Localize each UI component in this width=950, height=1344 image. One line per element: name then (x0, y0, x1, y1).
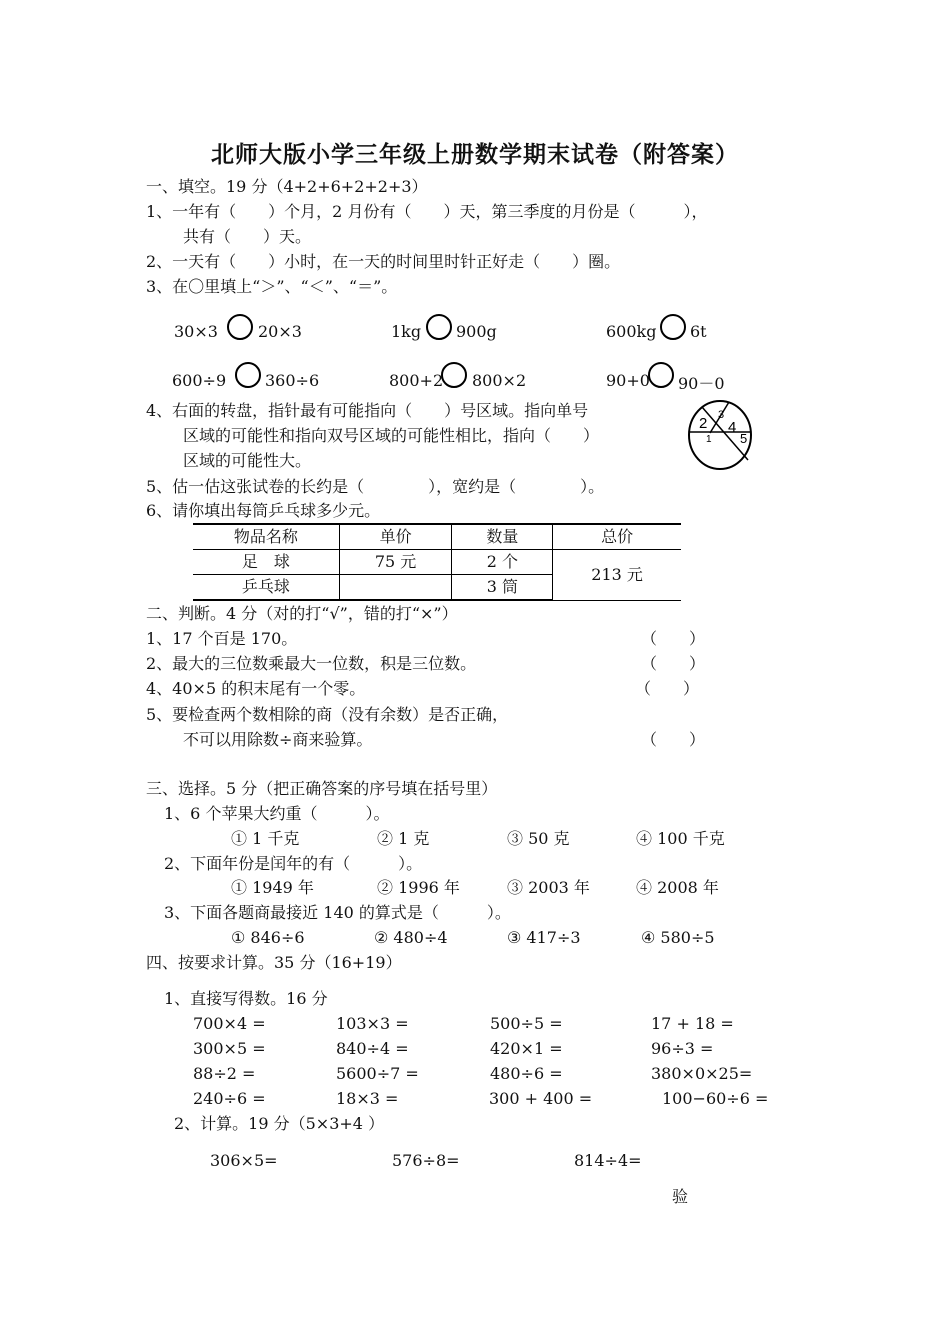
answer-paren[interactable]: （ ） (635, 679, 700, 698)
q5-line: 5、估一估这张试卷的长约是（ ），宽约是（ ）。 (146, 477, 605, 496)
compare-right: 360÷6 (265, 371, 320, 390)
table-cell: 2 个 (452, 550, 553, 575)
compare-right: 900g (456, 322, 497, 341)
answer-paren[interactable]: （ ） (641, 654, 706, 673)
table-cell: 乒乓球 (193, 575, 339, 601)
calc-subheading: 2、计算。19 分（5×3+4 ） (174, 1114, 385, 1133)
compare-right: 800×2 (472, 371, 527, 390)
page-title: 北师大版小学三年级上册数学期末试卷（附答案） (211, 141, 739, 168)
oral-calc: 88÷2 = (193, 1064, 256, 1083)
section2-heading: 二、判断。4 分（对的打“√”，错的打“×”） (146, 604, 458, 623)
choice-option: ③ 2003 年 (507, 878, 590, 897)
oral-calc: 17 + 18 = (651, 1014, 734, 1033)
compare-left: 90+0 (606, 371, 650, 390)
table-cell: 75 元 (339, 550, 452, 575)
table-header: 单价 (339, 524, 452, 550)
choice-option: ④ 580÷5 (641, 928, 715, 947)
table-header: 总价 (553, 524, 681, 550)
compare-circle[interactable] (441, 362, 467, 388)
table-header: 物品名称 (193, 524, 339, 550)
table-cell: 足 球 (193, 550, 339, 575)
price-table (193, 523, 681, 601)
spinner-label: 2 (699, 415, 708, 432)
oral-calc: 240÷6 = (193, 1089, 266, 1108)
choice-option: ④ 100 千克 (636, 829, 725, 848)
oral-calc: 18×3 = (336, 1089, 399, 1108)
oral-calc: 100−60÷6 = (662, 1089, 769, 1108)
compare-right: 6t (690, 322, 707, 341)
compare-left: 600÷9 (172, 371, 227, 390)
oral-calc: 420×1 = (490, 1039, 563, 1058)
compare-circle[interactable] (426, 314, 452, 340)
spinner-diagram (686, 398, 756, 472)
q1-line1: 1、一年有（ ）个月，2 月份有（ ）天，第三季度的月份是（ ）， (146, 202, 708, 221)
written-calc: 576÷8= (392, 1151, 460, 1170)
q4-line2: 区域的可能性和指向双号区域的可能性相比，指向（ ） (183, 426, 600, 445)
compare-left: 30×3 (174, 322, 218, 341)
table-header: 数量 (452, 524, 553, 550)
judge-item: 1、17 个百是 170。 (146, 629, 298, 648)
calc-subheading: 1、直接写得数。16 分 (164, 989, 328, 1008)
choice-question: 3、下面各题商最接近 140 的算式是（ ）。 (164, 903, 511, 922)
compare-left: 600kg (606, 322, 657, 341)
answer-paren[interactable]: （ ） (641, 629, 706, 648)
spinner-label: 4 (728, 419, 737, 436)
compare-circle[interactable] (235, 362, 261, 388)
q3-line: 3、在〇里填上“＞”、“＜”、“＝”。 (146, 277, 398, 296)
table-total-cell: 213 元 (553, 550, 681, 601)
section1-heading: 一、填空。19 分（4+2+6+2+2+3） (146, 177, 428, 196)
compare-left: 800+2 (389, 371, 444, 390)
q1-line2: 共有（ ）天。 (183, 227, 312, 246)
choice-option: ① 1949 年 (231, 878, 314, 897)
choice-option: ① 846÷6 (231, 928, 305, 947)
q2-line: 2、一天有（ ）小时，在一天的时间里时针正好走（ ）圈。 (146, 252, 621, 271)
choice-question: 1、6 个苹果大约重（ ）。 (164, 804, 390, 823)
spinner-label: 5 (740, 431, 748, 446)
oral-calc: 840÷4 = (336, 1039, 409, 1058)
oral-calc: 480÷6 = (490, 1064, 563, 1083)
section4-heading: 四、按要求计算。35 分（16+19） (146, 953, 402, 972)
oral-calc: 300×5 = (193, 1039, 266, 1058)
written-calc: 814÷4= (574, 1151, 642, 1170)
spinner-label: 3 (718, 409, 725, 421)
compare-left: 1kg (391, 322, 422, 341)
compare-right: 90－0 (678, 374, 725, 393)
choice-option: ③ 50 克 (507, 829, 570, 848)
q4-line3: 区域的可能性大。 (183, 451, 312, 470)
oral-calc: 700×4 = (193, 1014, 266, 1033)
choice-option: ② 480÷4 (374, 928, 448, 947)
choice-option: ④ 2008 年 (636, 878, 719, 897)
oral-calc: 5600÷7 = (336, 1064, 419, 1083)
choice-option: ③ 417÷3 (507, 928, 581, 947)
oral-calc: 500÷5 = (490, 1014, 563, 1033)
verify-label: 验 (672, 1187, 689, 1206)
judge-item-cont: 不可以用除数÷商来验算。 (183, 730, 373, 749)
section3-heading: 三、选择。5 分（把正确答案的序号填在括号里） (146, 779, 498, 798)
spinner-label: 1 (706, 434, 712, 445)
table-cell-blank[interactable] (339, 575, 452, 601)
table-cell: 3 筒 (452, 575, 553, 601)
judge-item: 2、最大的三位数乘最大一位数，积是三位数。 (146, 654, 477, 673)
compare-right: 20×3 (258, 322, 302, 341)
written-calc: 306×5= (210, 1151, 278, 1170)
compare-circle[interactable] (648, 362, 674, 388)
oral-calc: 103×3 = (336, 1014, 409, 1033)
answer-paren[interactable]: （ ） (641, 730, 706, 749)
q4-line1: 4、右面的转盘，指针最有可能指向（ ）号区域。指向单号 (146, 401, 589, 420)
choice-option: ② 1996 年 (377, 878, 460, 897)
oral-calc: 96÷3 = (651, 1039, 714, 1058)
q6-line: 6、请你填出每筒乒乓球多少元。 (146, 501, 381, 520)
oral-calc: 380×0×25= (651, 1064, 753, 1083)
choice-option: ② 1 克 (377, 829, 430, 848)
compare-circle[interactable] (227, 314, 253, 340)
judge-item: 5、要检查两个数相除的商（没有余数）是否正确， (146, 705, 509, 724)
oral-calc: 300 + 400 = (489, 1089, 593, 1108)
judge-item: 4、40×5 的积末尾有一个零。 (146, 679, 366, 698)
choice-question: 2、下面年份是闰年的有（ ）。 (164, 854, 423, 873)
choice-option: ① 1 千克 (231, 829, 300, 848)
compare-circle[interactable] (660, 314, 686, 340)
